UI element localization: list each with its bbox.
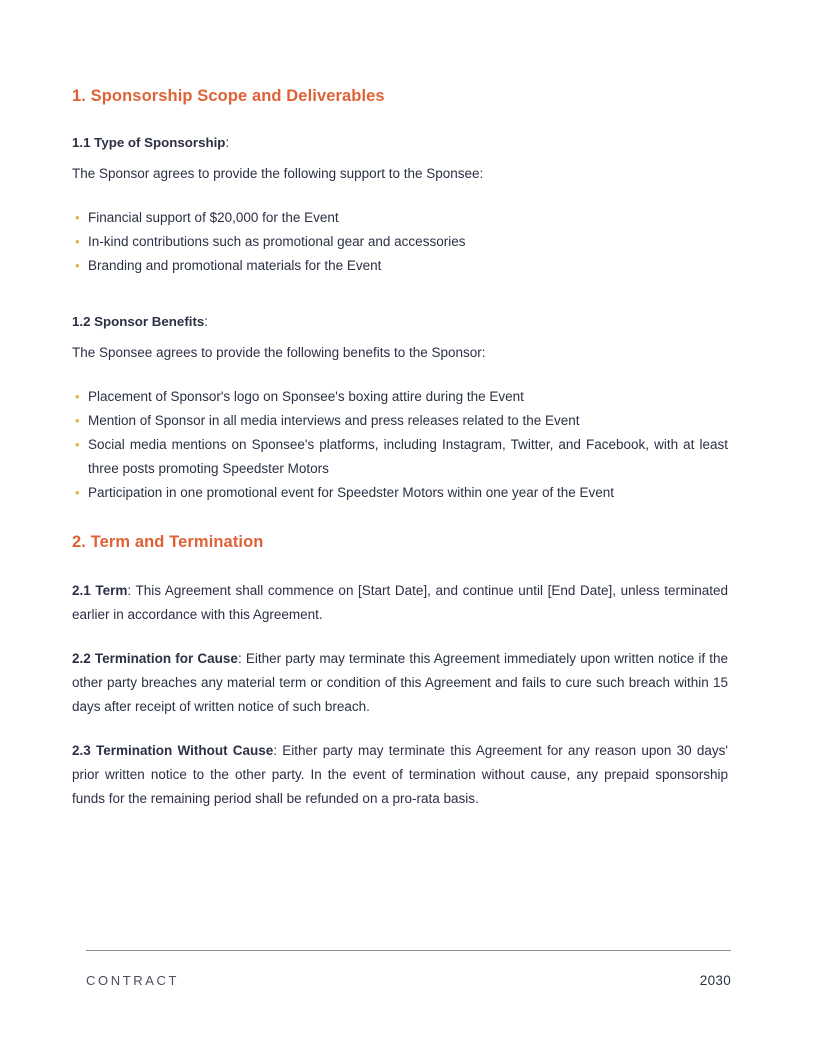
subsection-lead-1-1: The Sponsor agrees to provide the following support to the Sponsee: <box>72 166 484 182</box>
paragraph-2-3-text: : Either party may terminate this Agreement for any reason upon 30 days' prior written notice to the other party. In the event of termination without cause, any prepaid sponsorship funds for the remaining period shall be refunded on a pro-rata basis. <box>72 742 728 806</box>
paragraph-2-2-label: 2.2 Termination for Cause <box>72 650 238 666</box>
footer-document-type: CONTRACT <box>86 973 180 988</box>
list-item <box>72 230 728 254</box>
paragraph-2-2 <box>72 647 728 719</box>
list-item <box>72 433 728 481</box>
subsection-lead-1-2: The Sponsee agrees to provide the following benefits to the Sponsor: <box>72 345 486 361</box>
list-item <box>72 254 728 278</box>
list-item-text: In-kind contributions such as promotional gear and accessories <box>88 233 466 249</box>
subsection-label-1-1-suffix: : <box>225 134 230 150</box>
list-item-text: Participation in one promotional event for Speedster Motors within one year of the Event <box>88 485 615 501</box>
section-heading-2: 2. Term and Termination <box>72 533 264 552</box>
paragraph-2-3 <box>72 739 728 811</box>
subsection-label-1-2-text: 1.2 Sponsor Benefits <box>72 313 205 329</box>
page-footer <box>86 950 731 988</box>
list-item-text: Financial support of $20,000 for the Event <box>88 209 339 225</box>
footer-row <box>86 973 731 988</box>
footer-divider <box>86 950 731 951</box>
subsection-label-1-2 <box>72 312 728 332</box>
subsection-label-1-2-suffix: : <box>204 313 209 329</box>
subsection-label-1-1-text: 1.1 Type of Sponsorship <box>72 134 226 150</box>
bullet-list-1-1 <box>72 206 728 278</box>
list-item <box>72 385 728 409</box>
list-item-text: Mention of Sponsor in all media interviews and press releases related to the Event <box>88 413 580 429</box>
list-item-text: Social media mentions on Sponsee's platforms, including Instagram, Twitter, and Facebook, with at least three posts promoting Speedster Motors <box>88 437 728 477</box>
paragraph-2-2-text: : Either party may terminate this Agreement immediately upon written notice if the other party breaches any material term or condition of this Agreement and fails to cure such breach within 15 days after receipt of written notice of such breach. <box>72 650 728 714</box>
list-item <box>72 206 728 230</box>
list-item-text: Branding and promotional materials for the Event <box>88 257 382 273</box>
paragraph-2-1-label: 2.1 Term <box>72 582 128 598</box>
paragraph-2-1-text: : This Agreement shall commence on [Start Date], and continue until [End Date], unless terminated earlier in accordance with this Agreement. <box>72 582 728 622</box>
document-content <box>72 0 728 811</box>
footer-year: 2030 <box>699 973 731 988</box>
paragraph-2-1 <box>72 579 728 627</box>
section-heading-1: 1. Sponsorship Scope and Deliverables <box>72 87 385 105</box>
list-item-text: Placement of Sponsor's logo on Sponsee's boxing attire during the Event <box>88 389 524 405</box>
list-item <box>72 481 728 505</box>
bullet-list-1-2 <box>72 385 728 505</box>
paragraph-2-3-label: 2.3 Termination Without Cause <box>72 742 274 758</box>
subsection-label-1-1 <box>72 133 728 153</box>
list-item <box>72 409 728 433</box>
